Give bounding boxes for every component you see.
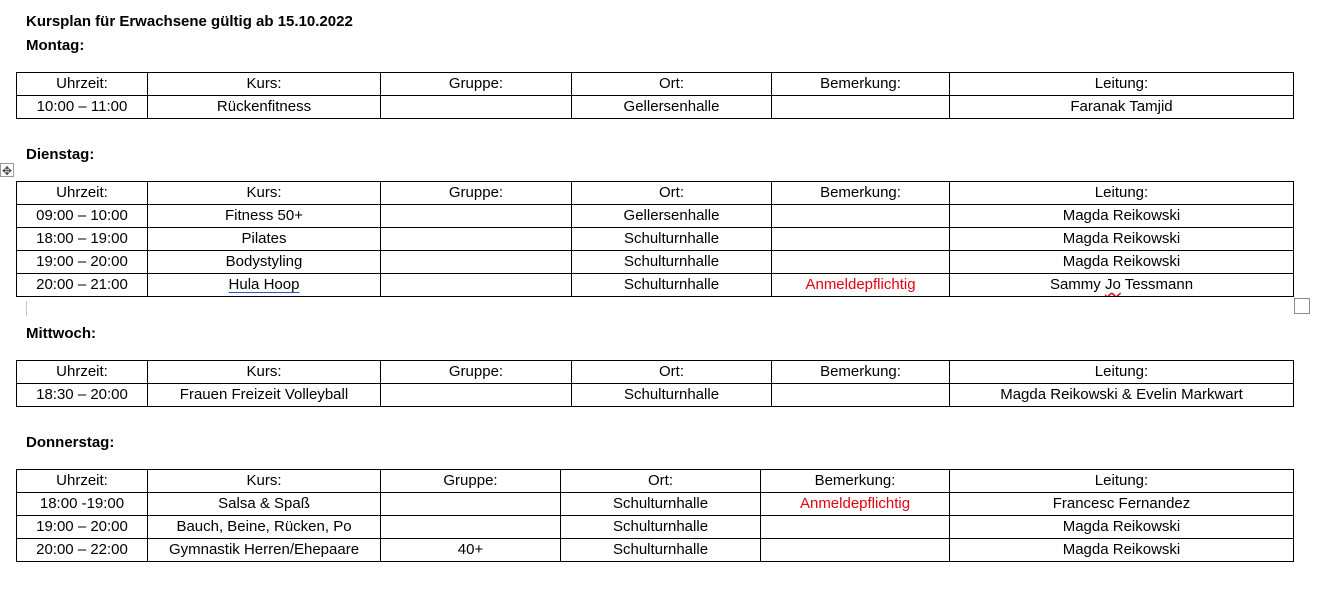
header-uhrzeit: Uhrzeit: (17, 470, 148, 493)
cell-lead: Magda Reikowski (950, 516, 1294, 539)
header-leitung: Leitung: (950, 73, 1294, 96)
day-heading-donnerstag: Donnerstag: (26, 434, 115, 451)
table-header-row (17, 470, 1294, 493)
cell-note (772, 228, 950, 251)
cell-time: 19:00 – 20:00 (17, 251, 148, 274)
table-row (17, 539, 1294, 562)
schedule-table-dienstag (16, 181, 1294, 297)
cell-lead: Magda Reikowski (950, 539, 1294, 562)
header-kurs: Kurs: (148, 470, 381, 493)
cell-course: Pilates (148, 228, 381, 251)
schedule-table-montag (16, 72, 1294, 119)
cell-group (381, 493, 561, 516)
table-row (17, 274, 1294, 297)
header-bemerkung: Bemerkung: (772, 361, 950, 384)
cell-lead: Francesc Fernandez (950, 493, 1294, 516)
header-gruppe: Gruppe: (381, 361, 572, 384)
table-row (17, 228, 1294, 251)
cell-note (761, 516, 950, 539)
cell-note (772, 384, 950, 407)
move-arrows-icon[interactable]: ✥ (1, 164, 13, 178)
cell-lead: Magda Reikowski (950, 205, 1294, 228)
table-header-row (17, 73, 1294, 96)
cell-note (772, 96, 950, 119)
cell-group (381, 384, 572, 407)
header-ort: Ort: (572, 73, 772, 96)
header-kurs: Kurs: (148, 182, 381, 205)
cell-note: Anmeldepflichtig (772, 274, 950, 297)
cell-place: Gellersenhalle (572, 205, 772, 228)
header-uhrzeit: Uhrzeit: (17, 73, 148, 96)
course-name-underlined: Hula Hoop (228, 276, 300, 293)
cell-note: Anmeldepflichtig (761, 493, 950, 516)
table-header-row (17, 182, 1294, 205)
cell-lead: Magda Reikowski (950, 251, 1294, 274)
header-ort: Ort: (561, 470, 761, 493)
header-kurs: Kurs: (148, 73, 381, 96)
header-leitung: Leitung: (950, 182, 1294, 205)
cell-course: Gymnastik Herren/Ehepaare (148, 539, 381, 562)
table-row (17, 96, 1294, 119)
resize-square-icon[interactable] (1294, 298, 1310, 314)
cell-place: Schulturnhalle (561, 516, 761, 539)
header-leitung: Leitung: (950, 470, 1294, 493)
cell-note (761, 539, 950, 562)
cell-time: 18:00 – 19:00 (17, 228, 148, 251)
day-heading-dienstag: Dienstag: (26, 146, 95, 163)
cell-group: 40+ (381, 539, 561, 562)
day-heading-montag: Montag: (26, 37, 85, 54)
table-row (17, 384, 1294, 407)
cell-note (772, 251, 950, 274)
cell-time: 19:00 – 20:00 (17, 516, 148, 539)
cell-course: Fitness 50+ (148, 205, 381, 228)
lead-part-spellcheck: Jo (1104, 276, 1121, 293)
page-title: Kursplan für Erwachsene gültig ab 15.10.2022 (26, 13, 353, 30)
cell-note (772, 205, 950, 228)
header-gruppe: Gruppe: (381, 470, 561, 493)
cell-place: Schulturnhalle (561, 539, 761, 562)
header-leitung: Leitung: (950, 361, 1294, 384)
table-row (17, 205, 1294, 228)
cell-time: 18:30 – 20:00 (17, 384, 148, 407)
header-bemerkung: Bemerkung: (772, 182, 950, 205)
cell-place: Schulturnhalle (572, 251, 772, 274)
cell-group (381, 228, 572, 251)
cell-place: Schulturnhalle (572, 274, 772, 297)
schedule-table-donnerstag (16, 469, 1294, 562)
lead-part: Sammy (1049, 276, 1105, 293)
header-uhrzeit: Uhrzeit: (17, 182, 148, 205)
cell-lead: Magda Reikowski & Evelin Markwart (950, 384, 1294, 407)
header-ort: Ort: (572, 182, 772, 205)
day-heading-mittwoch: Mittwoch: (26, 325, 96, 342)
cell-time: 09:00 – 10:00 (17, 205, 148, 228)
header-gruppe: Gruppe: (381, 182, 572, 205)
cell-time: 18:00 -19:00 (17, 493, 148, 516)
cell-place: Schulturnhalle (572, 384, 772, 407)
cell-course: Frauen Freizeit Volleyball (148, 384, 381, 407)
cell-lead: Magda Reikowski (950, 228, 1294, 251)
header-uhrzeit: Uhrzeit: (17, 361, 148, 384)
cell-place: Schulturnhalle (572, 228, 772, 251)
header-kurs: Kurs: (148, 361, 381, 384)
table-header-row (17, 361, 1294, 384)
cell-course: Rückenfitness (148, 96, 381, 119)
cell-group (381, 274, 572, 297)
cell-lead: Faranak Tamjid (950, 96, 1294, 119)
header-gruppe: Gruppe: (381, 73, 572, 96)
header-ort: Ort: (572, 361, 772, 384)
cell-time: 10:00 – 11:00 (17, 96, 148, 119)
header-bemerkung: Bemerkung: (772, 73, 950, 96)
header-bemerkung: Bemerkung: (761, 470, 950, 493)
cell-course: Bodystyling (148, 251, 381, 274)
lead-part: Tessmann (1120, 276, 1194, 293)
cell-lead (950, 274, 1294, 297)
text-cursor (26, 301, 27, 316)
cell-time: 20:00 – 21:00 (17, 274, 148, 297)
cell-course: Salsa & Spaß (148, 493, 381, 516)
cell-group (381, 205, 572, 228)
cell-time: 20:00 – 22:00 (17, 539, 148, 562)
table-row (17, 516, 1294, 539)
cell-place: Schulturnhalle (561, 493, 761, 516)
table-row (17, 251, 1294, 274)
cell-course (148, 274, 381, 297)
table-row (17, 493, 1294, 516)
cell-group (381, 96, 572, 119)
cell-group (381, 251, 572, 274)
cell-place: Gellersenhalle (572, 96, 772, 119)
cell-group (381, 516, 561, 539)
cell-course: Bauch, Beine, Rücken, Po (148, 516, 381, 539)
schedule-table-mittwoch (16, 360, 1294, 407)
